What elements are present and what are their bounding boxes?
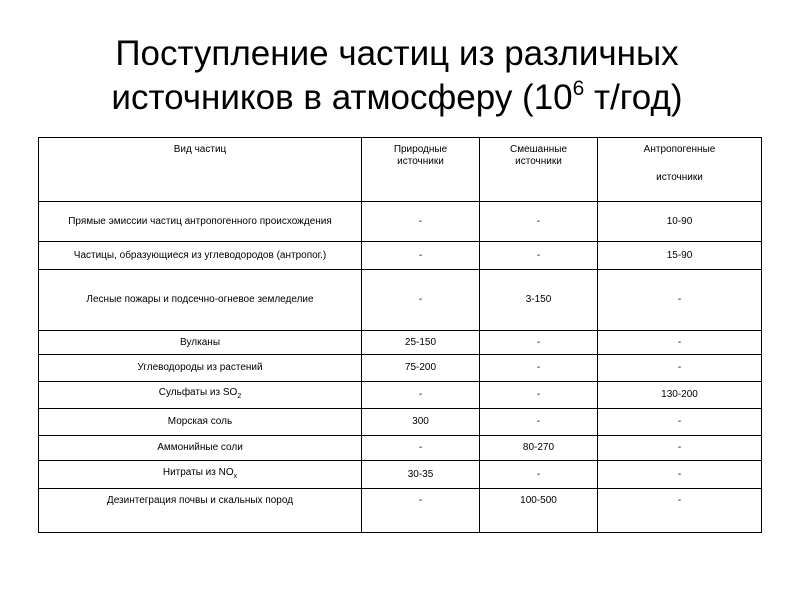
anthropogenic-value-cell: 10-90: [598, 202, 762, 242]
mixed-value-cell: -: [480, 461, 598, 489]
natural-value-cell: 300: [362, 409, 480, 436]
particle-type-cell: Дезинтеграция почвы и скальных пород: [39, 489, 362, 533]
mixed-value-cell: 100-500: [480, 489, 598, 533]
mixed-value-cell: -: [480, 382, 598, 409]
table-row: [39, 355, 762, 382]
particle-type-cell: Прямые эмиссии частиц антропогенного происхождения: [39, 202, 362, 242]
natural-value-cell: -: [362, 242, 480, 270]
header-natural-sources: Природные источники: [362, 138, 480, 202]
natural-value-cell: -: [362, 489, 480, 533]
table-row: [39, 270, 762, 331]
natural-value-cell: 25-150: [362, 331, 480, 355]
table-row: [39, 382, 762, 409]
particle-type-cell: Морская соль: [39, 409, 362, 436]
slide-title-line2-text: источников в атмосферу (10: [111, 78, 573, 117]
table-header-row: [39, 138, 762, 202]
particle-type-cell: Частицы, образующиеся из углеводородов (антропог.): [39, 242, 362, 270]
natural-value-cell: -: [362, 436, 480, 461]
table-row: [39, 436, 762, 461]
particle-type-cell: Лесные пожары и подсечно-огневое земледелие: [39, 270, 362, 331]
anthropogenic-value-cell: 15-90: [598, 242, 762, 270]
natural-value-cell: -: [362, 270, 480, 331]
slide-title-exponent: 6: [572, 77, 585, 100]
particle-type-cell: Аммонийные соли: [39, 436, 362, 461]
natural-value-cell: 30-35: [362, 461, 480, 489]
mixed-value-cell: 80-270: [480, 436, 598, 461]
anthropogenic-value-cell: -: [598, 489, 762, 533]
table-row: [39, 489, 762, 533]
particle-sources-table: [38, 137, 762, 533]
anthropogenic-value-cell: -: [598, 331, 762, 355]
anthropogenic-value-cell: 130-200: [598, 382, 762, 409]
table-row: [39, 409, 762, 436]
slide-title: [0, 32, 794, 120]
mixed-value-cell: -: [480, 355, 598, 382]
particle-type-cell: Вулканы: [39, 331, 362, 355]
anthropogenic-value-cell: -: [598, 409, 762, 436]
particle-type-cell: Сульфаты из $SO_2$: [39, 382, 362, 409]
mixed-value-cell: -: [480, 242, 598, 270]
anthropogenic-value-cell: -: [598, 461, 762, 489]
table-row: [39, 242, 762, 270]
header-particle-type: Вид частиц: [39, 138, 362, 202]
particle-type-cell: Нитраты из $NO_x$: [39, 461, 362, 489]
mixed-value-cell: -: [480, 202, 598, 242]
mixed-value-cell: 3-150: [480, 270, 598, 331]
slide-title-units: т/год): [584, 78, 683, 117]
anthropogenic-value-cell: -: [598, 436, 762, 461]
header-mixed-sources: Смешанные источники: [480, 138, 598, 202]
particle-type-cell: Углеводороды из растений: [39, 355, 362, 382]
mixed-value-cell: -: [480, 331, 598, 355]
natural-value-cell: -: [362, 202, 480, 242]
slide-title-line1: Поступление частиц из различных: [115, 34, 679, 73]
anthropogenic-value-cell: -: [598, 270, 762, 331]
natural-value-cell: 75-200: [362, 355, 480, 382]
table-row: [39, 331, 762, 355]
anthropogenic-value-cell: -: [598, 355, 762, 382]
table-row: [39, 461, 762, 489]
header-anthropogenic-sources: Антропогенные источники: [598, 138, 762, 202]
mixed-value-cell: -: [480, 409, 598, 436]
slide-title-line2: [0, 76, 794, 120]
table-row: [39, 202, 762, 242]
natural-value-cell: -: [362, 382, 480, 409]
